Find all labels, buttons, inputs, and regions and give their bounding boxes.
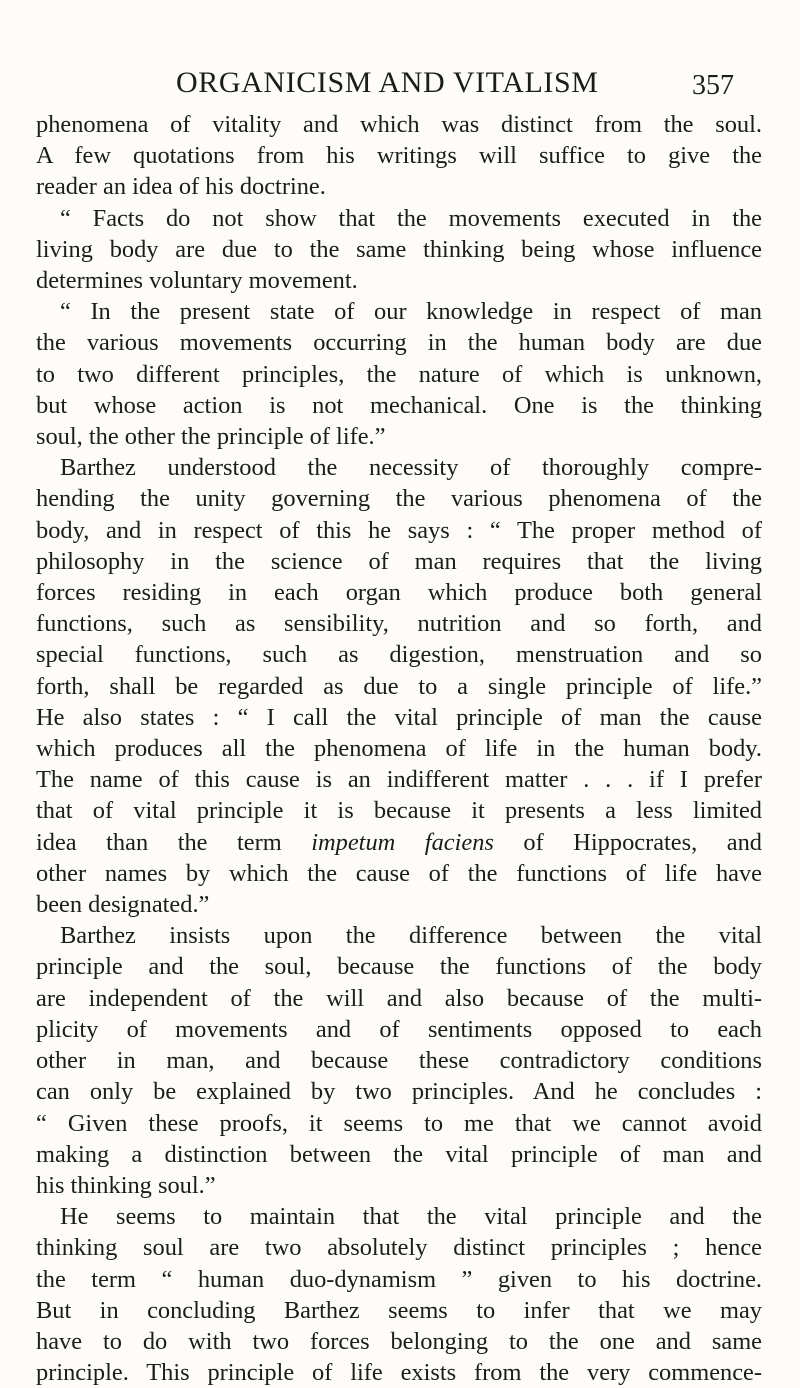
- text-line: plicity of movements and of sentiments opposed to each: [36, 1015, 762, 1043]
- page-number: 357: [692, 70, 734, 101]
- text-line: have to do with two forces belonging to the one and same: [36, 1327, 762, 1355]
- paragraph-2: [36, 203, 762, 297]
- text-line: other names by which the cause of the functions of life have: [36, 859, 762, 887]
- text-line: special functions, such as digestion, menstruation and so: [36, 641, 762, 669]
- text-line: thinking soul are two absolutely distinct principles ; hence: [36, 1234, 762, 1262]
- text-line: principle. This principle of life exists from the very commence-: [36, 1359, 762, 1387]
- text-line: can only be explained by two principles. And he concludes :: [36, 1078, 762, 1106]
- text-line: that of vital principle it is because it presents a less limited: [36, 797, 762, 825]
- text-line: phenomena of vitality and which was distinct from the soul.: [36, 111, 762, 138]
- text-line: “ In the present state of our knowledge in respect of man: [60, 298, 762, 326]
- text-line: He seems to maintain that the vital principle and the: [60, 1203, 762, 1231]
- text-line: making a distinction between the vital principle of man and: [36, 1140, 762, 1168]
- paragraph-6: [36, 1201, 762, 1388]
- text-line: A few quotations from his writings will suffice to give the: [36, 142, 762, 170]
- text-line: Barthez understood the necessity of thoroughly compre-: [60, 454, 762, 482]
- paragraph-5: [36, 920, 762, 1201]
- text-line: his thinking soul.”: [36, 1171, 216, 1199]
- running-title: ORGANICISM AND VITALISM: [176, 66, 599, 99]
- text-line: He also states : “ I call the vital principle of man the cause: [36, 703, 762, 731]
- text-line: “ Facts do not show that the movements executed in the: [60, 204, 762, 232]
- text-segment: of Hippocrates, and: [493, 828, 762, 856]
- text-line: other in man, and because these contradictory conditions: [36, 1047, 762, 1075]
- text-line: living body are due to the same thinking being whose influence: [36, 235, 762, 263]
- text-line: body, and in respect of this he says : “ The proper method of: [36, 516, 762, 544]
- text-line: principle and the soul, because the functions of the body: [36, 953, 762, 981]
- text-line: been designated.”: [36, 891, 210, 919]
- text-line: functions, such as sensibility, nutrition and so forth, and: [36, 610, 762, 638]
- text-line: The name of this cause is an indifferent matter . . . if I prefer: [36, 766, 762, 794]
- text-line: forces residing in each organ which produce both general: [36, 579, 762, 607]
- paragraph-4: [36, 452, 762, 920]
- paragraph-3: [36, 296, 762, 452]
- text-line: are independent of the will and also because of the multi-: [36, 984, 762, 1012]
- text-line: which produces all the phenomena of life in the human body.: [36, 735, 762, 763]
- text-line: philosophy in the science of man requires that the living: [36, 547, 762, 575]
- text-line: “ Given these proofs, it seems to me that we cannot avoid: [36, 1109, 762, 1137]
- text-line: determines voluntary movement.: [36, 267, 358, 295]
- text-line: But in concluding Barthez seems to infer that we may: [36, 1296, 762, 1324]
- text-line: soul, the other the principle of life.”: [36, 423, 386, 451]
- paragraph-1: [36, 109, 762, 203]
- text-line: reader an idea of his doctrine.: [36, 173, 326, 201]
- text-segment: idea than the term: [36, 828, 312, 856]
- text-line: hending the unity governing the various phenomena of the: [36, 485, 762, 513]
- text-line: but whose action is not mechanical. One is the thinking: [36, 391, 762, 419]
- body-text: [36, 109, 762, 1388]
- text-line: Barthez insists upon the difference between the vital: [60, 922, 762, 950]
- text-line: the various movements occurring in the human body are due: [36, 329, 762, 357]
- text-line: [36, 827, 762, 858]
- text-line: forth, shall be regarded as due to a single principle of life.”: [36, 672, 762, 700]
- italic-phrase: impetum faciens: [311, 828, 494, 856]
- text-line: the term “ human duo-dynamism ” given to his doctrine.: [36, 1265, 762, 1293]
- text-line: to two different principles, the nature of which is unknown,: [36, 360, 762, 388]
